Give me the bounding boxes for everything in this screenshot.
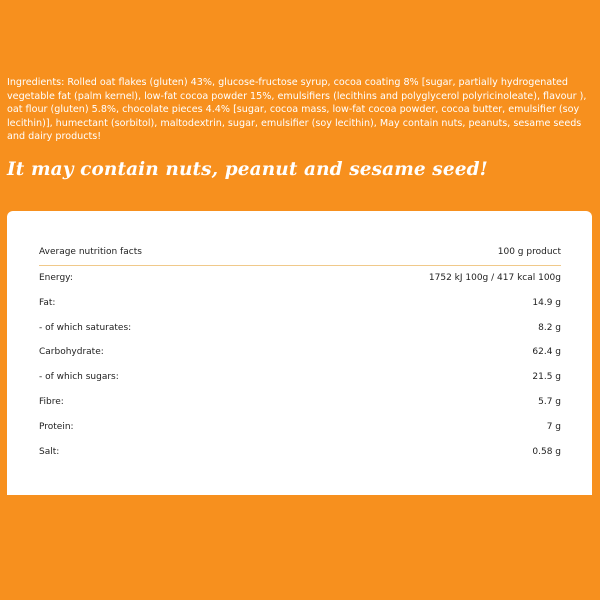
nutrition-row-fibre — [39, 390, 561, 415]
nutrition-row-label: Fat: — [39, 297, 56, 308]
nutrition-row-saturates — [39, 316, 561, 341]
nutrition-header-value: 100 g product — [497, 247, 561, 257]
nutrition-row-value: 0.58 g — [532, 446, 561, 457]
nutrition-row-label: Protein: — [39, 421, 74, 432]
nutrition-row-label: Salt: — [39, 446, 60, 457]
nutrition-row-salt — [39, 440, 561, 465]
nutrition-row-fat — [39, 291, 561, 316]
nutrition-row-carbohydrate — [39, 340, 561, 365]
ingredients-text: Ingredients: Rolled oat flakes (gluten) 43%, glucose-fructose syrup, cocoa coating 8% [sugar, partially hydrogenated vegetable fat (palm kernel), low-fat cocoa powder 15%, emulsifiers (lecithins and polyglycerol polyricinoleate), flavour ), oat flour (gluten) 5.8%, chocolate pieces 4.4% [sugar, cocoa mass, low-fat cocoa powder, cocoa butter, emulsifier (soy lecithin)], humectant (sorbitol), maltodextrin, sugar, emulsifier (soy lecithin), May contain nuts, peanuts, sesame seeds and dairy products! — [7, 77, 587, 143]
nutrition-row-value: 7 g — [546, 421, 561, 432]
nutrition-row-protein — [39, 415, 561, 440]
nutrition-table — [39, 241, 561, 464]
nutrition-header-row — [39, 241, 561, 265]
nutrition-row-sugars — [39, 365, 561, 390]
nutrition-row-value: 5.7 g — [538, 396, 561, 407]
nutrition-row-value: 1752 kJ 100g / 417 kcal 100g — [428, 273, 561, 283]
nutrition-card — [7, 211, 592, 495]
nutrition-row-value: 21.5 g — [532, 372, 561, 383]
allergen-warning: It may contain nuts, peanut and sesame seed! — [7, 159, 488, 180]
nutrition-row-label: Fibre: — [39, 396, 64, 407]
nutrition-row-label: Carbohydrate: — [39, 347, 104, 358]
nutrition-row-value: 8.2 g — [538, 322, 561, 333]
nutrition-row-value: 14.9 g — [532, 297, 561, 308]
nutrition-header-label: Average nutrition facts — [39, 247, 142, 257]
nutrition-row-label: - of which saturates: — [39, 322, 132, 333]
nutrition-row-value: 62.4 g — [532, 347, 561, 358]
nutrition-row-label: - of which sugars: — [39, 372, 119, 383]
nutrition-row-energy — [39, 266, 561, 291]
nutrition-row-label: Energy: — [39, 273, 73, 283]
